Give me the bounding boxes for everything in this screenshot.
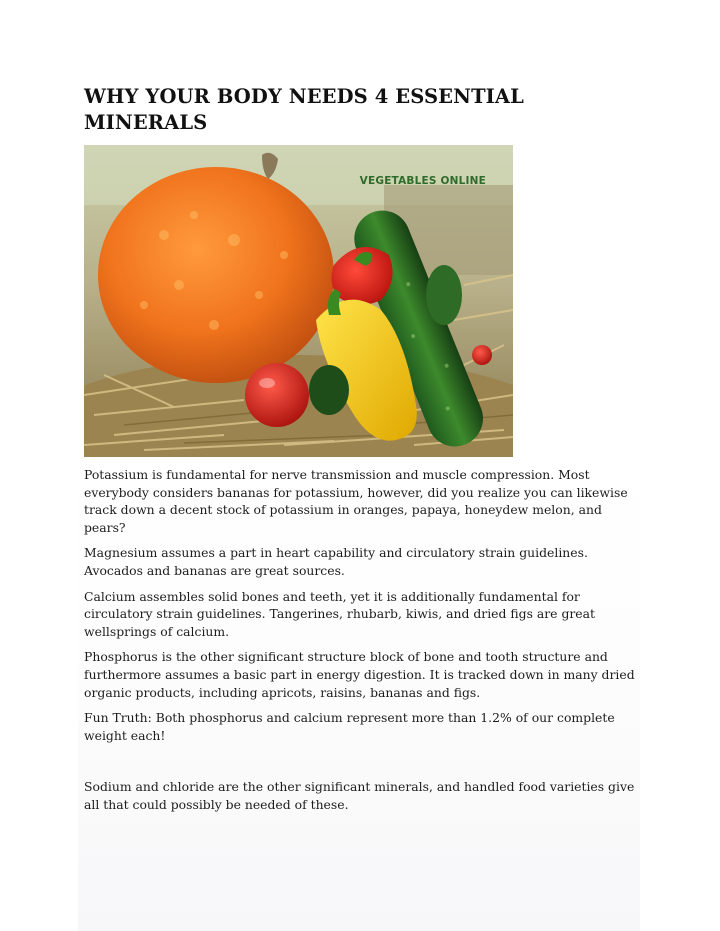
photo-watermark: VEGETABLES ONLINE (359, 175, 486, 187)
paragraph-potassium: Potassium is fundamental for nerve transmission and muscle compression. Most everybody considers bananas for potassium, however, did you realize you can likewise track down a decent stock of potassium in oranges, papaya, honeydew melon, and pears? (84, 467, 628, 535)
paragraph-sodium-chloride: Sodium and chloride are the other significant minerals, and handled food varieties give all that could possibly be needed of these. (84, 779, 635, 812)
vegetables-photo (84, 145, 513, 457)
paragraph-magnesium: Magnesium assumes a part in heart capability and circulatory strain guidelines. Avocados and bananas are great sources. (84, 545, 588, 578)
paragraph-fun-truth: Fun Truth: Both phosphorus and calcium represent more than 1.2% of our complete weight each! (84, 710, 615, 743)
article-body (84, 466, 636, 822)
paragraph-calcium: Calcium assembles solid bones and teeth, yet it is additionally fundamental for circulatory strain guidelines. Tangerines, rhubarb, kiwis, and dried figs are great wellsprings of calcium. (84, 588, 596, 639)
article-title: WHY YOUR BODY NEEDS 4 ESSENTIAL MINERALS (84, 85, 524, 134)
paragraph-phosphorus: Phosphorus is the other significant structure block of bone and tooth structure and furthermore assumes a basic part in energy digestion. It is tracked down in many dried organic products, including apricots, raisins, bananas and figs. (84, 649, 635, 700)
